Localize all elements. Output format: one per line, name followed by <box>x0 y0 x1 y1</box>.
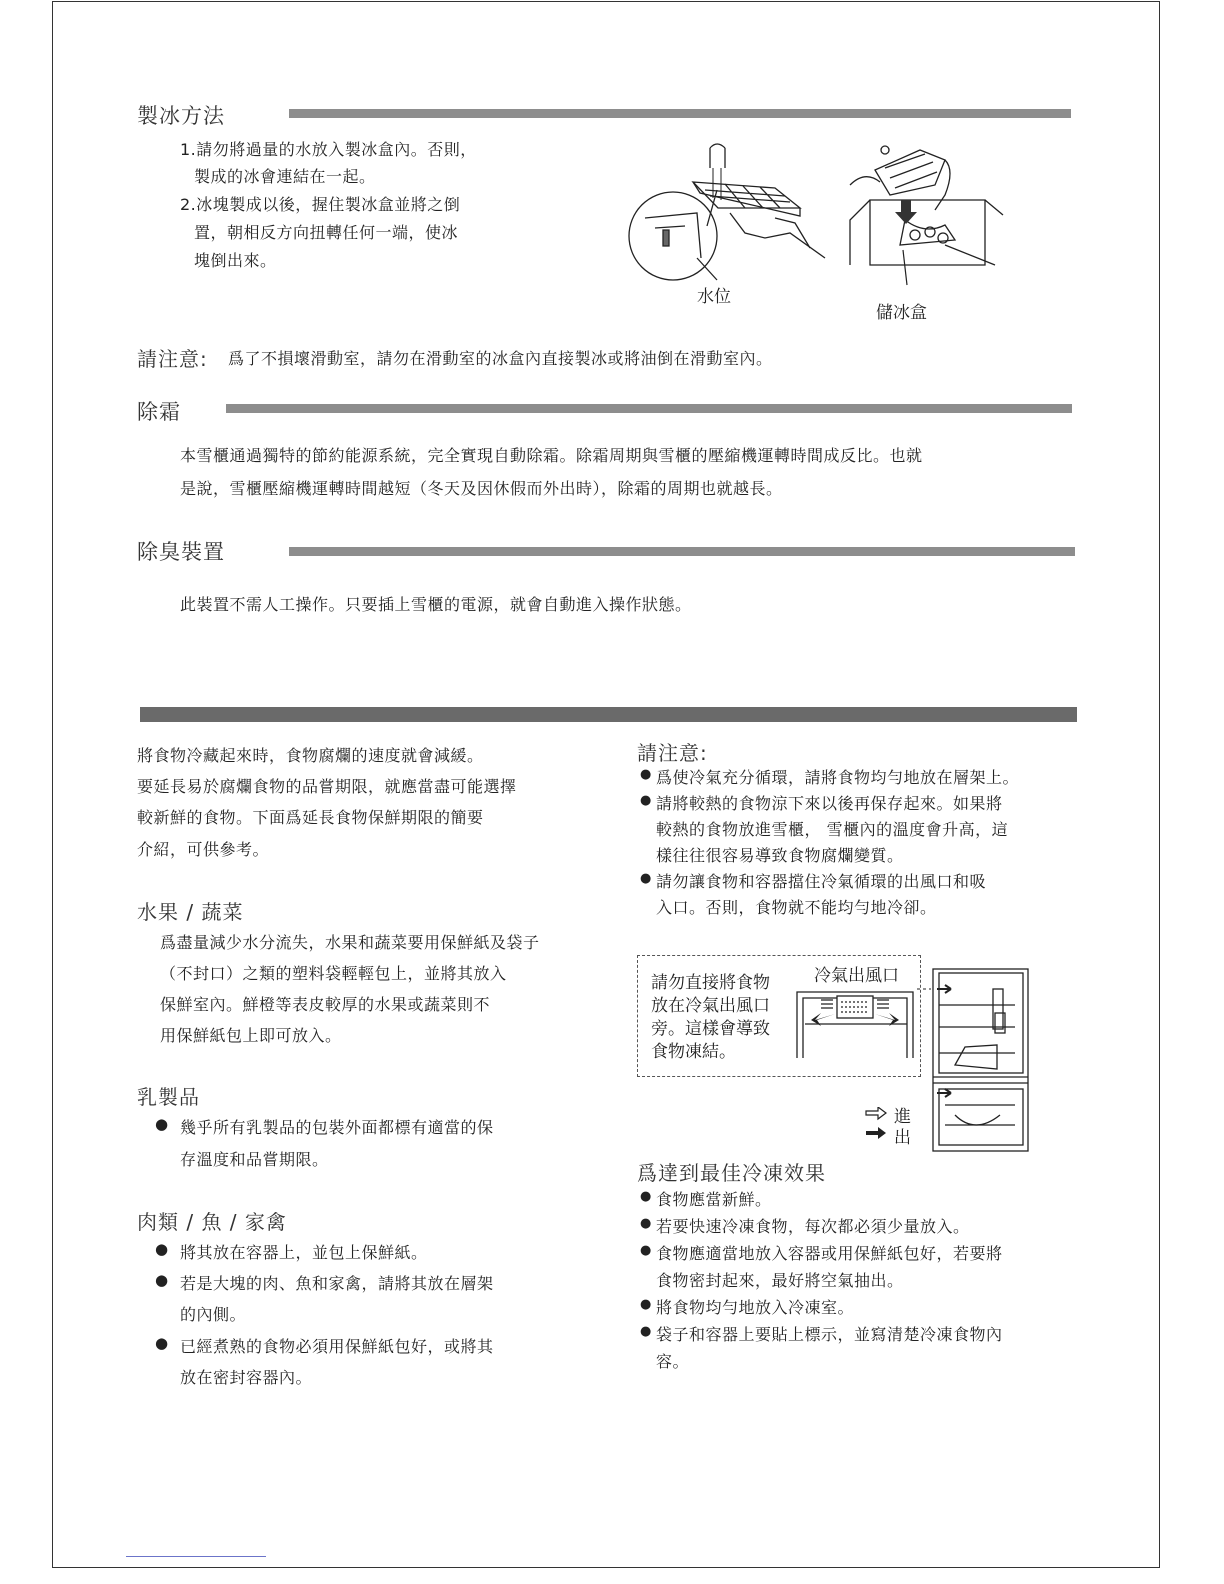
storage-intro-line1: 將食物冷藏起來時，食物腐爛的速度就會減緩。 <box>137 746 484 765</box>
legend-in-label: 進 <box>894 1107 911 1127</box>
storage-intro-line2: 要延長易於腐爛食物的品嘗期限，就應當盡可能選擇 <box>137 777 517 796</box>
storage-intro-line3: 較新鮮的食物。下面爲延長食物保鮮期限的簡要 <box>137 808 484 827</box>
bullet-icon: ● <box>155 1240 169 1258</box>
freezing-b5-line1: 袋子和容器上要貼上標示，並寫清楚冷凍食物內 <box>656 1325 1003 1344</box>
notes-b3-line1: 請勿讓食物和容器擋住冷氣循環的出風口和吸 <box>656 872 987 891</box>
defrost-line2: 是說，雪櫃壓縮機運轉時間越短（冬天及因休假而外出時），除霜的周期也就越長。 <box>180 479 783 498</box>
storage-intro-line4: 介紹，可供參考。 <box>137 840 270 859</box>
airflow-legend-arrows <box>864 1107 888 1141</box>
meat-b2-line2: 的內側。 <box>180 1305 247 1324</box>
freezing-b3-line2: 食物密封起來，最好將空氣抽出。 <box>656 1271 904 1290</box>
freezing-b3-line1: 食物應適當地放入容器或用保鮮紙包好，若要將 <box>656 1244 1003 1263</box>
freezing-b5-line2: 容。 <box>656 1352 690 1371</box>
vent-warn-line3: 旁。這樣會導致 <box>651 1019 770 1039</box>
caution-label: 請注意: <box>137 347 208 371</box>
meat-title: 肉類 / 魚 / 家禽 <box>137 1210 287 1234</box>
bullet-icon: ● <box>155 1271 169 1289</box>
ice-step1-line2: 製成的冰會連結在一起。 <box>194 167 376 186</box>
ice-step2-line3: 塊倒出來。 <box>194 251 277 270</box>
legend-out-label: 出 <box>894 1128 911 1148</box>
bullet-icon: ● <box>640 793 652 808</box>
meat-b1: 將其放在容器上，並包上保鮮紙。 <box>180 1243 428 1262</box>
dairy-b1-line2: 存溫度和品嘗期限。 <box>180 1150 329 1169</box>
notes-b2-line2: 較熱的食物放進雪櫃， 雪櫃內的溫度會升高，這 <box>656 820 1009 839</box>
meat-b3-line1: 已經煮熟的食物必須用保鮮紙包好，或將其 <box>180 1337 494 1356</box>
bullet-icon: ● <box>640 1297 652 1312</box>
notes-b1: 爲使冷氣充分循環，請將食物均勻地放在層架上。 <box>656 768 1020 787</box>
ice-making-title-bar <box>289 109 1071 118</box>
bullet-icon: ● <box>640 1189 652 1204</box>
meat-b3-line2: 放在密封容器內。 <box>180 1368 313 1387</box>
bullet-icon: ● <box>640 871 652 886</box>
water-level-label: 水位 <box>697 287 731 307</box>
freezing-b2: 若要快速冷凍食物，每次都必須少量放入。 <box>656 1217 970 1236</box>
fruit-line1: 爲盡量減少水分流失，水果和蔬菜要用保鮮紙及袋子 <box>160 933 540 952</box>
meat-b2-line1: 若是大塊的肉、魚和家禽，請將其放在層架 <box>180 1274 494 1293</box>
ice-bin-label: 儲冰盒 <box>876 303 927 323</box>
bullet-icon: ● <box>155 1334 169 1352</box>
freezing-title: 爲達到最佳冷凍效果 <box>637 1161 826 1185</box>
freezing-b4: 將食物均勻地放入冷凍室。 <box>656 1298 855 1317</box>
fruit-title: 水果 / 蔬菜 <box>137 900 244 924</box>
vent-outlet-label: 冷氣出風口 <box>814 966 899 986</box>
freezing-b1: 食物應當新鮮。 <box>656 1190 772 1209</box>
bullet-icon: ● <box>155 1115 169 1133</box>
bullet-icon: ● <box>640 1243 652 1258</box>
fruit-line2: （不封口）之類的塑料袋輕輕包上，並將其放入 <box>160 964 507 983</box>
dairy-title: 乳製品 <box>137 1085 200 1109</box>
defrost-title-bar <box>226 404 1072 413</box>
refrigerator-illustration <box>915 965 1035 1155</box>
dairy-b1-line1: 幾乎所有乳製品的包裝外面都標有適當的保 <box>180 1118 494 1137</box>
fruit-line4: 用保鮮紙包上即可放入。 <box>160 1026 342 1045</box>
caution-text: 爲了不損壞滑動室，請勿在滑動室的冰盒內直接製冰或將油倒在滑動室內。 <box>228 349 773 368</box>
notes-title: 請注意: <box>637 741 708 765</box>
ice-step2-line2: 置，朝相反方向扭轉任何一端，使冰 <box>194 223 459 242</box>
bullet-icon: ● <box>640 767 652 782</box>
ice-bin-illustration <box>845 140 1010 290</box>
deodorizer-title: 除臭裝置 <box>137 540 225 564</box>
deodorizer-text: 此裝置不需人工操作。只要插上雪櫃的電源，就會自動進入操作狀態。 <box>180 595 692 614</box>
defrost-title: 除霜 <box>137 400 181 424</box>
notes-b2-line1: 請將較熱的食物涼下來以後再保存起來。如果將 <box>656 794 1003 813</box>
ice-making-title: 製冰方法 <box>137 104 225 128</box>
vent-warn-line4: 食物凍結。 <box>651 1042 736 1062</box>
defrost-line1: 本雪櫃通過獨特的節約能源系統，完全實現自動除霜。除霜周期與雪櫃的壓縮機運轉時間成反比。也就 <box>180 446 923 465</box>
vent-warn-line1: 請勿直接將食物 <box>651 973 770 993</box>
bullet-icon: ● <box>640 1324 652 1339</box>
vent-outlet-illustration <box>795 980 915 1060</box>
storage-section-bar <box>140 707 1077 722</box>
notes-b2-line3: 樣往往很容易導致食物腐爛變質。 <box>656 846 904 865</box>
footer-rule <box>126 1556 266 1557</box>
vent-warn-line2: 放在冷氣出風口 <box>651 996 770 1016</box>
ice-step1-line1: 1.請勿將過量的水放入製冰盒內。否則， <box>180 140 477 159</box>
notes-b3-line2: 入口。否則，食物就不能均勻地冷卻。 <box>656 898 937 917</box>
deodorizer-title-bar <box>289 547 1075 556</box>
bullet-icon: ● <box>640 1216 652 1231</box>
ice-tray-illustration <box>625 138 835 288</box>
fruit-line3: 保鮮室內。鮮橙等表皮較厚的水果或蔬菜則不 <box>160 995 491 1014</box>
ice-step2-line1: 2.冰塊製成以後，握住製冰盒並將之倒 <box>180 195 461 214</box>
